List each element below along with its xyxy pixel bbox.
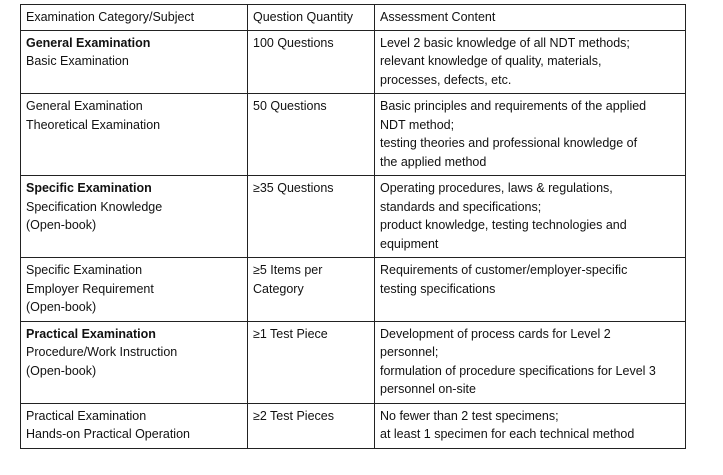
content-cell-line: product knowledge, testing technologies and <box>380 218 627 232</box>
content-cell-line: standards and specifications; <box>380 199 542 214</box>
header-row <box>21 5 686 31</box>
table-row <box>21 258 686 322</box>
quantity-cell <box>248 403 375 448</box>
quantity-cell <box>248 94 375 176</box>
content-cell <box>375 94 686 176</box>
category-cell-line: Employer Requirement <box>26 281 154 296</box>
category-cell-line: Practical Examination <box>26 408 147 423</box>
quantity-cell-line: ≥2 Test Pieces <box>253 408 334 423</box>
category-cell-line: (Open-book) <box>26 363 97 378</box>
content-cell-line: Development of process cards for Level 2 <box>380 326 611 341</box>
content-cell-line: formulation of procedure specifications for Level 3 <box>380 363 656 378</box>
quantity-cell-line: ≥35 Questions <box>253 181 334 195</box>
category-cell <box>21 321 248 403</box>
quantity-cell-line: 100 Questions <box>253 35 334 50</box>
category-cell-line: Specific Examination <box>26 263 143 277</box>
table-row <box>21 30 686 94</box>
table-row <box>21 94 686 176</box>
content-cell <box>375 321 686 403</box>
content-cell-line: personnel; <box>380 345 439 359</box>
quantity-cell <box>248 30 375 94</box>
content-cell-line: Basic principles and requirements of the applied <box>380 99 647 113</box>
category-cell-line: Hands-on Practical Operation <box>26 427 190 441</box>
category-cell <box>21 176 248 258</box>
content-cell-line: at least 1 specimen for each technical method <box>380 427 635 441</box>
content-cell-line: Level 2 basic knowledge of all NDT methods; <box>380 35 630 50</box>
category-cell-line: Theoretical Examination <box>26 117 161 132</box>
category-cell <box>21 403 248 448</box>
content-cell-line: equipment <box>380 236 439 251</box>
category-cell-line: (Open-book) <box>26 218 97 232</box>
content-cell <box>375 30 686 94</box>
content-cell-line: testing theories and professional knowledge of <box>380 136 638 150</box>
table-row <box>21 176 686 258</box>
content-cell-line: No fewer than 2 test specimens; <box>380 408 559 423</box>
quantity-cell-line: ≥1 Test Piece <box>253 326 328 341</box>
content-cell <box>375 403 686 448</box>
table-body <box>21 30 686 448</box>
header-quantity: Question Quantity <box>248 5 375 31</box>
content-cell-line: NDT method; <box>380 117 455 132</box>
content-cell <box>375 258 686 322</box>
header-content: Assessment Content <box>375 5 686 31</box>
table-row <box>21 403 686 448</box>
category-cell-line: Specific Examination <box>26 181 152 195</box>
content-cell-line: Requirements of customer/employer-specific <box>380 263 628 277</box>
content-cell-line: the applied method <box>380 154 487 169</box>
table-row <box>21 321 686 403</box>
quantity-cell-line: 50 Questions <box>253 99 327 113</box>
category-cell-line: Basic Examination <box>26 54 129 68</box>
examination-table <box>20 4 686 449</box>
category-cell-line: Specification Knowledge <box>26 199 163 214</box>
content-cell-line: processes, defects, etc. <box>380 72 512 87</box>
category-cell-line: Procedure/Work Instruction <box>26 345 178 359</box>
content-cell-line: personnel on-site <box>380 382 476 396</box>
category-cell-line: General Examination <box>26 35 151 50</box>
category-cell-line: General Examination <box>26 99 143 113</box>
quantity-cell <box>248 258 375 322</box>
content-cell <box>375 176 686 258</box>
header-category: Examination Category/Subject <box>21 5 248 31</box>
category-cell-line: Practical Examination <box>26 326 156 341</box>
category-cell <box>21 94 248 176</box>
category-cell <box>21 258 248 322</box>
quantity-cell-line: ≥5 Items per <box>253 263 323 277</box>
quantity-cell <box>248 176 375 258</box>
content-cell-line: relevant knowledge of quality, materials, <box>380 54 602 68</box>
quantity-cell <box>248 321 375 403</box>
category-cell <box>21 30 248 94</box>
content-cell-line: Operating procedures, laws & regulations, <box>380 181 613 195</box>
content-cell-line: testing specifications <box>380 281 496 296</box>
quantity-cell-line: Category <box>253 281 304 296</box>
category-cell-line: (Open-book) <box>26 300 97 314</box>
